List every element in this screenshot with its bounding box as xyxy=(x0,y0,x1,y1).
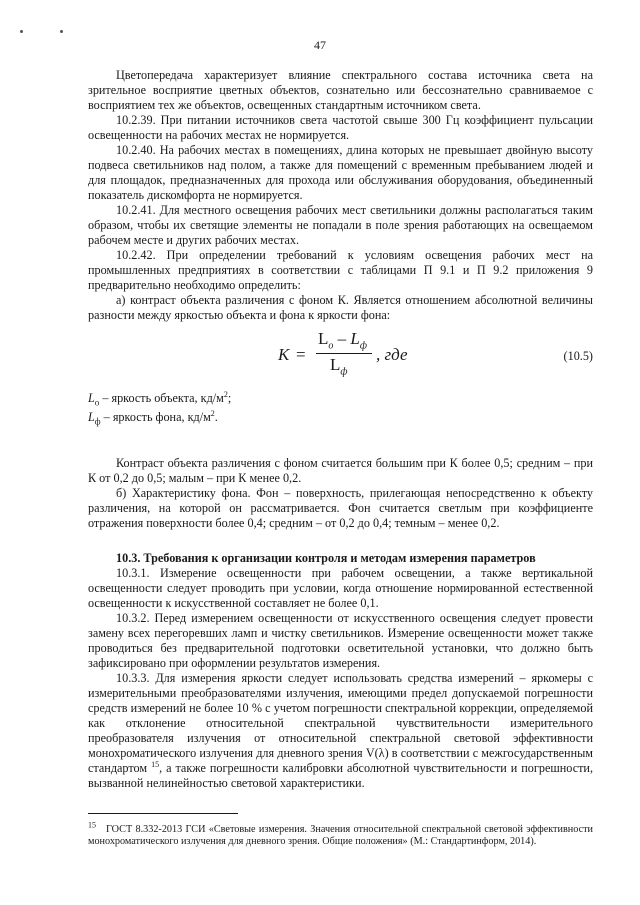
paragraph: а) контраст объекта различения с фоном К. Является отношением абсолютной величины разности между яркостью объекта и фона к яркости фона: xyxy=(88,293,593,322)
footnote-divider xyxy=(88,813,238,814)
definition-background-luminance: $L_ф$ – яркость фона, $кд/м^2$. xyxy=(88,409,218,427)
contrast-formula xyxy=(88,327,593,385)
section-heading: 10.3. Требования к организации контроля и методам измерения параметров xyxy=(116,550,536,565)
paragraph: б) Характеристику фона. Фон – поверхность, прилегающая непосредственно к объекту различения, на которой он рассматривается. Фон считается светлым при коэффициенте отражения поверхности более 0,4; средним – от 0,2 до 0,4; темным – менее 0,2. xyxy=(88,485,593,530)
page-content xyxy=(88,68,593,848)
paragraph: 10.2.40. На рабочих местах в помещениях, длина которых не превышает двойную высоту подвеса светильников над полом, а также для помещений с временным пребыванием людей и для площадок, предназначенных для прохода или обслуживания оборудования, объединенный показатель дискомфорта не нормируется. xyxy=(88,143,593,202)
scan-mark xyxy=(20,30,23,33)
formula-denominator: $L_ф$ xyxy=(330,355,348,378)
paragraph: Контраст объекта различения с фоном считается большим при К более 0,5; средним – при К от 0,2 до 0,5; малым – при К менее 0,2. xyxy=(88,455,593,485)
fraction-bar xyxy=(316,353,372,354)
equation-number: (10.5) xyxy=(563,349,593,363)
paragraph: 10.2.39. При питании источников света частотой свыше 300 Гц коэффициент пульсации освещенности на рабочих местах не нормируется. xyxy=(88,113,593,142)
paragraph: Цветопередача характеризует влияние спектрального состава источника света на зрительное восприятие цветных объектов, сознательно или бессознательно сравниваемое с восприятием тех же объектов, освещенных стандартным источником света. xyxy=(88,68,593,112)
definition-object-luminance: $L_о$ – яркость объекта, $кд/м^2$; xyxy=(88,389,232,408)
paragraph: 10.3.2. Перед измерением освещенности от искусственного освещения следует провести замену всех перегоревших ламп и чистку светильников. Измерение освещенности может также проводиться без предварительной подготовки осветительной установки, что должно быть зафиксировано при оформлении результатов измерения. xyxy=(88,610,593,670)
formula-tail: , где xyxy=(376,345,408,364)
paragraph: 10.3.3. Для измерения яркости следует использовать средства измерений – яркомеры с измерительными преобразователями излучения, имеющими предел допускаемой погрешности средств измерений не более 10 % с учетом погрешности спектральной коррекции, определяемой как отклонение относительной спектральной чувствительности измерительного преобразователя излучения от относительной спектральной световой эффективности монохроматического излучения для дневного зрения V(λ) в соответствии с межгосударственным стандартом $^{15}$, а также погрешности калибровки абсолютной чувствительности и погрешности, вызванной нелинейностью световой характеристики. xyxy=(88,670,594,790)
footnote-reference: 15 xyxy=(151,759,160,769)
scan-mark xyxy=(60,30,63,33)
formula-equals: = xyxy=(296,345,306,364)
formula-lhs: К xyxy=(278,345,290,364)
formula-numerator: $L_о - L_ф$ xyxy=(318,329,367,352)
paragraph: 10.2.41. Для местного освещения рабочих мест светильники должны располагаться таким образом, чтобы их светящие элементы не попадали в поле зрения работающих на освещаемом рабочем месте и других рабочих местах. xyxy=(88,203,593,247)
page-number: 47 xyxy=(314,38,326,52)
paragraph: 10.2.42. При определении требований к условиям освещения рабочих мест на промышленных предприятиях в соответствии с таблицами П 9.1 и П 9.2 приложения 9 предварительно необходимо определить: xyxy=(88,248,593,292)
footnote: $^{15}$ ГОСТ 8.332-2013 ГСИ «Световые измерения. Значения относительной спектральной световой эффективности монохроматического излучения для дневного зрения. Общие положения» (М.: Стандартинформ, 2014). xyxy=(88,820,593,847)
paragraph: 10.3.1. Измерение освещенности при рабочем освещении, а также вертикальной освещенности следует проводить при условии, когда отношение нормированной естественной освещенности к искусственной составляет не более 0,1. xyxy=(88,565,593,610)
